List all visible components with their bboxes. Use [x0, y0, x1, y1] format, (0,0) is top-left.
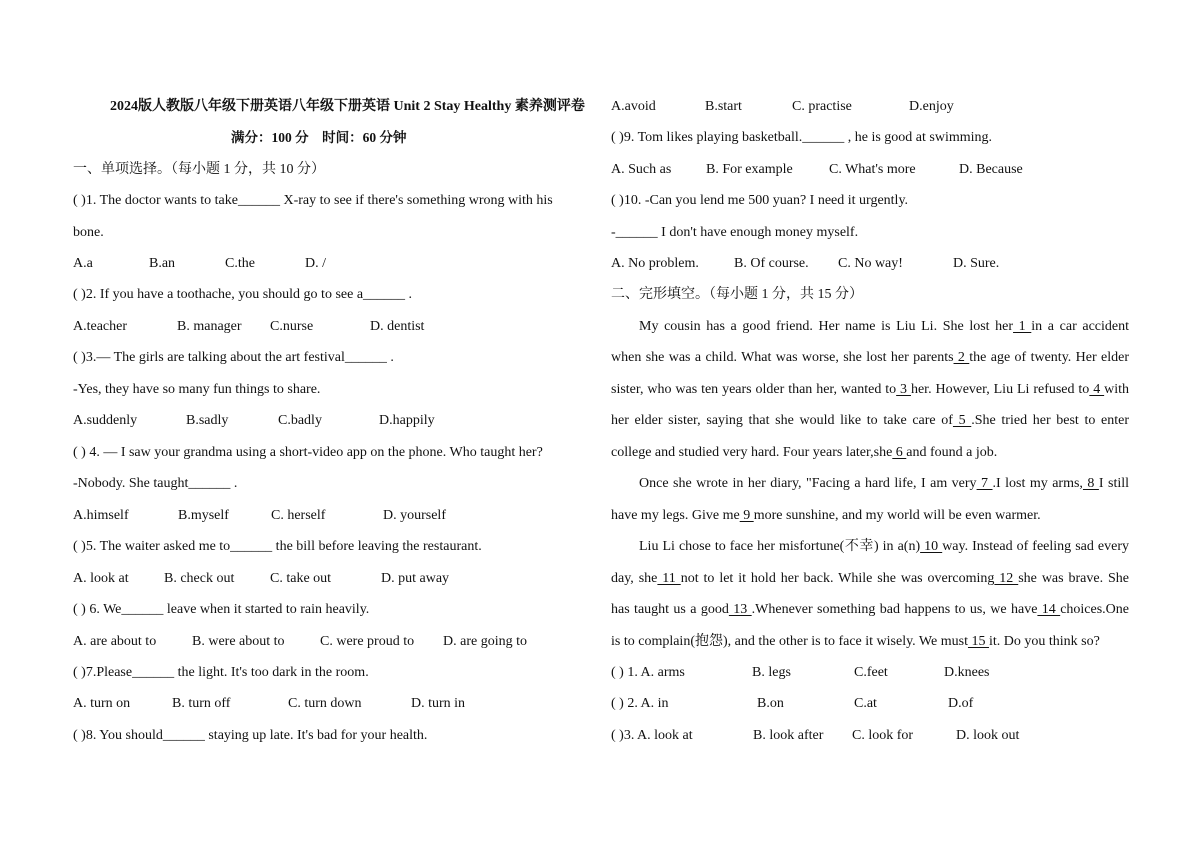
question-stem-continued: -Yes, they have so many fun things to share. [73, 382, 321, 397]
option[interactable]: B.on [757, 696, 784, 711]
passage-line: day, she 11 not to let it hold her back. While she was overcoming 12 she was brave. She [611, 571, 1130, 586]
option[interactable]: C. take out [270, 571, 332, 586]
blank: 10 [920, 539, 943, 554]
option[interactable]: B.myself [178, 508, 229, 523]
option[interactable]: B. legs [752, 665, 791, 680]
option[interactable]: B. were about to [192, 634, 285, 649]
option[interactable]: C. herself [271, 508, 326, 523]
blank: 11 [657, 571, 681, 586]
option[interactable]: D. are going to [443, 634, 527, 649]
option[interactable]: C. practise [792, 99, 852, 114]
passage-line: when she was a child. What was worse, she lost her parents 2 the age of twenty. Her elder [611, 350, 1129, 365]
option[interactable]: B. Of course. [734, 256, 809, 271]
passage-line: Once she wrote in her diary, "Facing a hard life, I am very 7 .I lost my arms, 8 I still [639, 476, 1130, 491]
option[interactable]: D. look out [956, 728, 1020, 743]
option[interactable]: D. / [305, 256, 326, 271]
question-options [73, 254, 326, 274]
question-options [73, 411, 435, 431]
section2-heading: 二、完形填空。（每小题 1 分，共 15 分） [611, 287, 863, 302]
option[interactable]: A.himself [73, 508, 129, 523]
option[interactable]: D. Sure. [953, 256, 1000, 271]
question-stem: ( )5. The waiter asked me to______ the bill before leaving the restaurant. [73, 539, 482, 554]
exam-subtitle: 满分：100 分 时间：60 分钟 [231, 130, 407, 145]
question-options [73, 694, 465, 714]
passage-line: sister, who was ten years older than her, wanted to 3 her. However, Liu Li refused to 4 with [611, 382, 1130, 397]
passage-line: her elder sister, saying that she would like to take care of 5 .She tried her best to enter [611, 413, 1129, 428]
blank: 2 [953, 350, 970, 365]
question-options [611, 97, 954, 117]
option[interactable]: B. look after [753, 728, 824, 743]
option[interactable]: A.suddenly [73, 413, 138, 428]
option[interactable]: D.knees [944, 665, 990, 680]
option[interactable]: B. manager [177, 319, 242, 334]
option[interactable]: D. yourself [383, 508, 446, 523]
option[interactable]: A.teacher [73, 319, 128, 334]
option[interactable]: D. turn in [411, 696, 466, 711]
question-stem: ( )9. Tom likes playing basketball.______ , he is good at swimming. [611, 130, 993, 145]
blank: 3 [896, 382, 911, 397]
blank: 6 [892, 445, 907, 460]
question-stem: ( ) 2. A. in [611, 696, 669, 711]
option[interactable]: C.badly [278, 413, 322, 428]
option[interactable]: A.a [73, 256, 93, 271]
option[interactable]: B.start [705, 99, 742, 114]
passage-line: has taught us a good 13 .Whenever something bad happens to us, we have 14 choices.One [611, 602, 1129, 617]
question-stem: ( )3.— The girls are talking about the art festival______ . [73, 350, 394, 365]
option[interactable]: A. No problem. [611, 256, 699, 271]
option[interactable]: A.avoid [611, 99, 656, 114]
exam-title: 2024版人教版八年级下册英语八年级下册英语 Unit 2 Stay Healthy 素养测评卷 [110, 99, 585, 114]
passage-line: My cousin has a good friend. Her name is Liu Li. She lost her 1 in a car accident [639, 319, 1129, 334]
option[interactable]: A. look at [73, 571, 129, 586]
question-stem: ( )7.Please______ the light. It's too dark in the room. [73, 665, 369, 680]
passage-line: Liu Li chose to face her misfortune(不幸) in a(n) 10 way. Instead of feeling sad every [639, 539, 1129, 554]
option[interactable]: D. Because [959, 162, 1023, 177]
question-stem: ( ) 1. A. arms [611, 665, 685, 680]
question-stem-continued: -Nobody. She taught______ . [73, 476, 238, 491]
option[interactable]: B. For example [706, 162, 793, 177]
question-options [73, 569, 449, 589]
option[interactable]: D. dentist [370, 319, 425, 334]
blank: 13 [728, 602, 752, 617]
option[interactable]: C. No way! [838, 256, 903, 271]
cloze-question [611, 726, 1019, 746]
option[interactable]: A. Such as [611, 162, 672, 177]
question-stem: ( )2. If you have a toothache, you should go to see a______ . [73, 287, 413, 302]
question-stem: ( )3. A. look at [611, 728, 693, 743]
question-options [73, 632, 527, 652]
option[interactable]: C.at [854, 696, 877, 711]
passage-line: college and studied very hard. Four years later,she 6 and found a job. [611, 445, 998, 460]
option[interactable]: D.of [948, 696, 974, 711]
blank: 14 [1037, 602, 1061, 617]
question-options [73, 506, 446, 526]
question-stem-continued: -______ I don't have enough money myself. [611, 225, 859, 240]
question-options [611, 254, 999, 274]
blank: 12 [994, 571, 1019, 586]
option[interactable]: A. turn on [73, 696, 131, 711]
question-options [73, 317, 424, 337]
question-stem: ( )8. You should______ staying up late. It's bad for your health. [73, 728, 428, 743]
option[interactable]: C.the [225, 256, 255, 271]
blank: 4 [1089, 382, 1105, 397]
passage-line: have my legs. Give me 9 more sunshine, and my world will be even warmer. [611, 508, 1041, 523]
option[interactable]: A. are about to [73, 634, 157, 649]
option[interactable]: C.feet [854, 665, 888, 680]
blank: 15 [967, 634, 989, 649]
question-stem: ( )1. The doctor wants to take______ X-ray to see if there's something wrong with his [73, 193, 553, 208]
blank: 7 [976, 476, 993, 491]
option[interactable]: D. put away [381, 571, 450, 586]
question-stem: ( ) 6. We______ leave when it started to rain heavily. [73, 602, 370, 617]
option[interactable]: B.sadly [186, 413, 229, 428]
passage-line: is to complain(抱怨), and the other is to face it wisely. We must 15 it. Do you think so? [611, 634, 1100, 649]
option[interactable]: C.nurse [270, 319, 314, 334]
option[interactable]: C. look for [852, 728, 914, 743]
option[interactable]: C. turn down [288, 696, 362, 711]
cloze-question [611, 694, 973, 714]
option[interactable]: D.enjoy [909, 99, 954, 114]
blank: 5 [952, 413, 972, 428]
question-options [611, 160, 1023, 180]
question-stem: ( ) 4. — I saw your grandma using a short-video app on the phone. Who taught her? [73, 445, 543, 460]
option[interactable]: B. check out [164, 571, 235, 586]
blank: 1 [1013, 319, 1032, 334]
option[interactable]: C. What's more [829, 162, 916, 177]
blank: 9 [739, 508, 754, 523]
option[interactable]: B. turn off [172, 696, 231, 711]
blank: 8 [1082, 476, 1099, 491]
option[interactable]: C. were proud to [320, 634, 415, 649]
question-stem-continued: bone. [73, 225, 104, 240]
option[interactable]: B.an [149, 256, 176, 271]
question-stem: ( )10. -Can you lend me 500 yuan? I need it urgently. [611, 193, 909, 208]
section1-heading: 一、单项选择。（每小题 1 分，共 10 分） [73, 162, 325, 177]
cloze-question [611, 663, 990, 683]
option[interactable]: D.happily [379, 413, 435, 428]
